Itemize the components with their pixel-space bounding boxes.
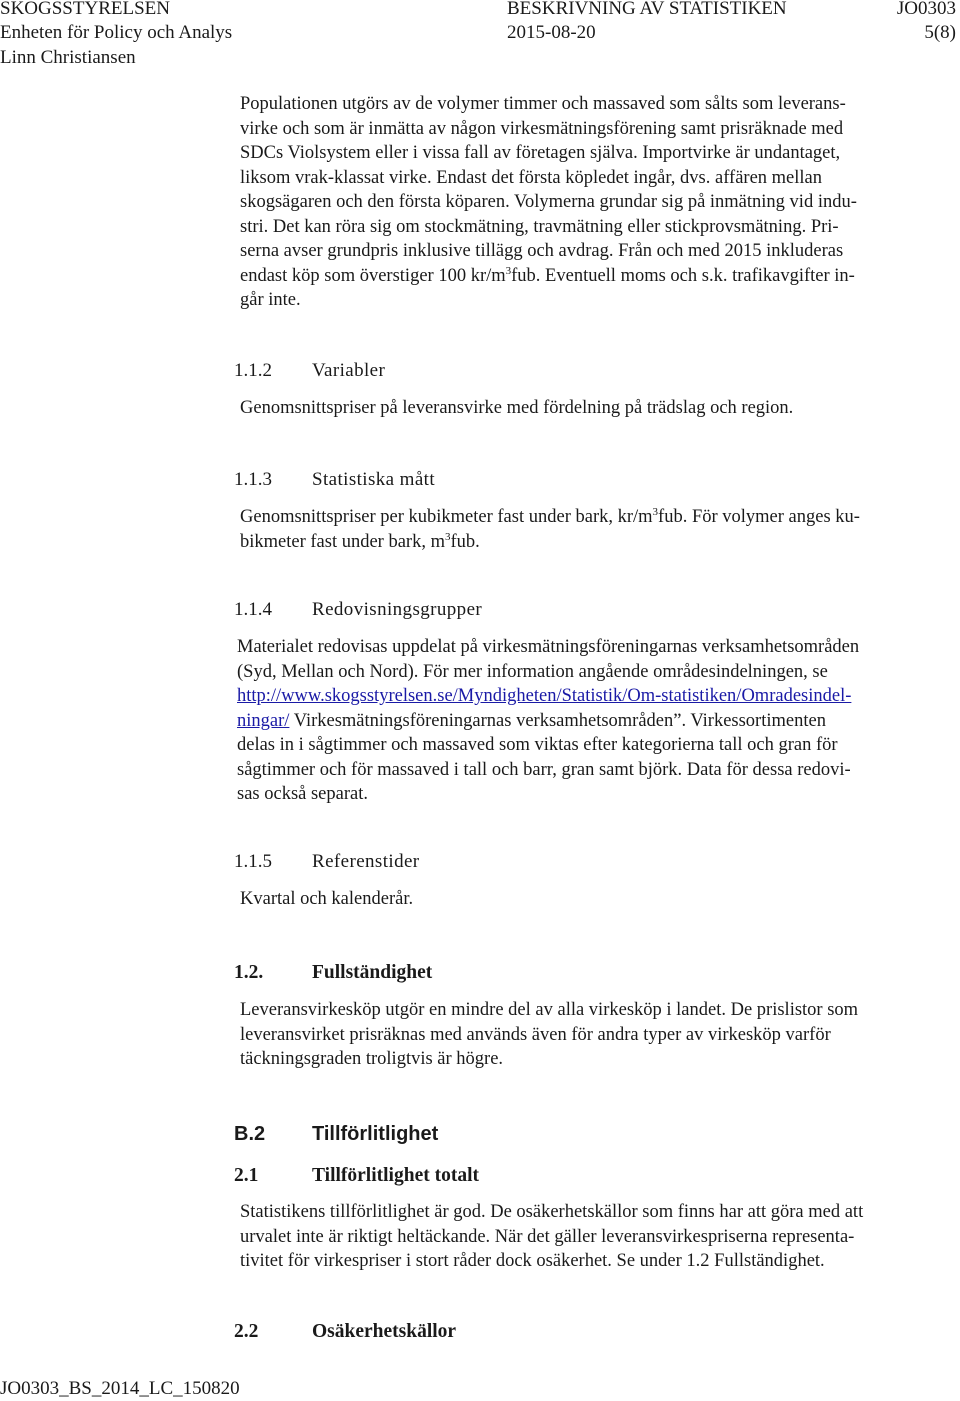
- text-line: leveransvirket prisräknas med används även för andra typer av virkesköp varför: [240, 1024, 831, 1045]
- reliability-paragraph: [240, 1200, 863, 1274]
- section-number: 1.1.3: [234, 469, 272, 490]
- text-line: [240, 264, 857, 289]
- chapter-title: Tillförlitlighet: [312, 1123, 439, 1145]
- section-number: 1.1.5: [234, 851, 272, 872]
- superscript: 3: [444, 530, 451, 543]
- text-line: går inte.: [240, 290, 301, 310]
- text-line: SDCs Violsystem eller i vissa fall av företagen själva. Importvirke är undantaget,: [240, 143, 841, 163]
- section-number: 1.1.2: [234, 360, 272, 381]
- text-line: skogsägaren och den första köparen. Volymerna grundar sig på inmätning vid indu-: [240, 192, 857, 212]
- text-line: sas också separat.: [237, 784, 368, 804]
- author-name: Linn Christiansen: [0, 47, 136, 68]
- chapter-number: B.2: [234, 1123, 266, 1145]
- org-name: SKOGSSTYRELSEN: [0, 0, 170, 19]
- section-title: Tillförlitlighet totalt: [312, 1165, 479, 1186]
- document-date: 2015-08-20: [507, 22, 596, 43]
- page-number: 5(8): [924, 22, 956, 43]
- document-code: JO0303: [896, 0, 956, 19]
- section-number: 1.2.: [234, 962, 264, 983]
- text-fragment: endast köp som överstiger 100 kr/m: [240, 265, 506, 286]
- superscript: 3: [505, 264, 512, 277]
- text-line: Leveransvirkesköp utgör en mindre del av alla virkesköp i landet. De prislistor som: [240, 1000, 859, 1020]
- section-text: Genomsnittspriser på leveransvirke med fördelning på trädslag och region.: [240, 398, 794, 418]
- text-line: (Syd, Mellan och Nord). För mer information angående områdesindelningen, se: [237, 661, 828, 682]
- section-number: 2.2: [234, 1321, 259, 1342]
- text-fragment: fub. Eventuell moms och s.k. trafikavgifter in-: [511, 265, 855, 286]
- measures-paragraph: [240, 505, 860, 554]
- text-line: stri. Det kan röra sig om stockmätning, travmätning eller stickprovsmätning. Pri-: [240, 216, 839, 237]
- superscript: 3: [652, 506, 659, 518]
- text-line: serna avser grundpris inklusive tillägg och avdrag. Från och med 2015 inkluderas: [240, 241, 844, 261]
- section-title: Statistiska mått: [312, 469, 436, 490]
- section-title: Variabler: [312, 360, 386, 381]
- section-number: 1.1.4: [234, 599, 272, 620]
- text-line: Materialet redovisas uppdelat på virkesmätningsföreningarnas verksamhetsområden: [237, 637, 860, 657]
- text-line: Statistikens tillförlitlighet är god. De osäkerhetskällor som finns har att göra med att: [240, 1202, 864, 1222]
- text-line: delas in i sågtimmer och massaved som viktas efter kategorierna tall och gran för: [237, 735, 838, 755]
- text-fragment: Virkesmätningsföreningarnas verksamhetsområden”. Virkessortimenten: [289, 710, 826, 731]
- section-title: Redovisningsgrupper: [312, 599, 483, 620]
- text-line: [240, 530, 860, 555]
- text-fragment: bikmeter fast under bark, m: [240, 531, 445, 552]
- footer-file-id: JO0303_BS_2014_LC_150820: [0, 1378, 240, 1399]
- text-line: liksom vrak-klassat virke. Endast det första köpledet ingår, dvs. affären mellan: [240, 167, 823, 188]
- text-line: virke och som är inmätta av någon virkesmätningsförening samt prisräknade med: [240, 118, 844, 139]
- text-line: tivitet för virkespriser i stort råder dock osäkerhet. Se under 1.2 Fullständighet.: [240, 1251, 825, 1271]
- text-line: Populationen utgörs av de volymer timmer och massaved som sålts som leverans-: [240, 94, 846, 114]
- section-title: Fullständighet: [312, 962, 433, 983]
- document-type: BESKRIVNING AV STATISTIKEN: [507, 0, 787, 19]
- section-text: Kvartal och kalenderår.: [240, 889, 414, 909]
- section-title: Osäkerhetskällor: [312, 1321, 457, 1342]
- population-paragraph: [240, 92, 857, 313]
- text-line: [237, 709, 859, 734]
- text-line: täckningsgraden troligtvis är högre.: [240, 1049, 504, 1069]
- text-line: urvalet inte är riktigt heltäckande. När det gäller leveransvirkespriserna representa-: [240, 1226, 855, 1247]
- text-fragment: Genomsnittspriser per kubikmeter fast under bark, kr/m: [240, 507, 653, 527]
- section-title: Referenstider: [312, 851, 420, 872]
- section-number: 2.1: [234, 1165, 259, 1186]
- region-info-link[interactable]: http://www.skogsstyrelsen.se/Myndigheten/Statistik/Om-statistiken/Omradesindel-: [237, 686, 852, 706]
- region-info-link-continued[interactable]: ningar/: [237, 710, 290, 731]
- groups-paragraph: [237, 635, 859, 807]
- text-fragment: fub. För volymer anges ku-: [658, 507, 860, 527]
- text-line: sågtimmer och för massaved i tall och barr, gran samt björk. Data för dessa redovi-: [237, 759, 851, 780]
- unit-name: Enheten för Policy och Analys: [0, 22, 233, 43]
- text-line: [237, 684, 859, 709]
- completeness-paragraph: [240, 998, 858, 1072]
- text-fragment: fub.: [450, 531, 480, 552]
- text-line: [240, 505, 860, 530]
